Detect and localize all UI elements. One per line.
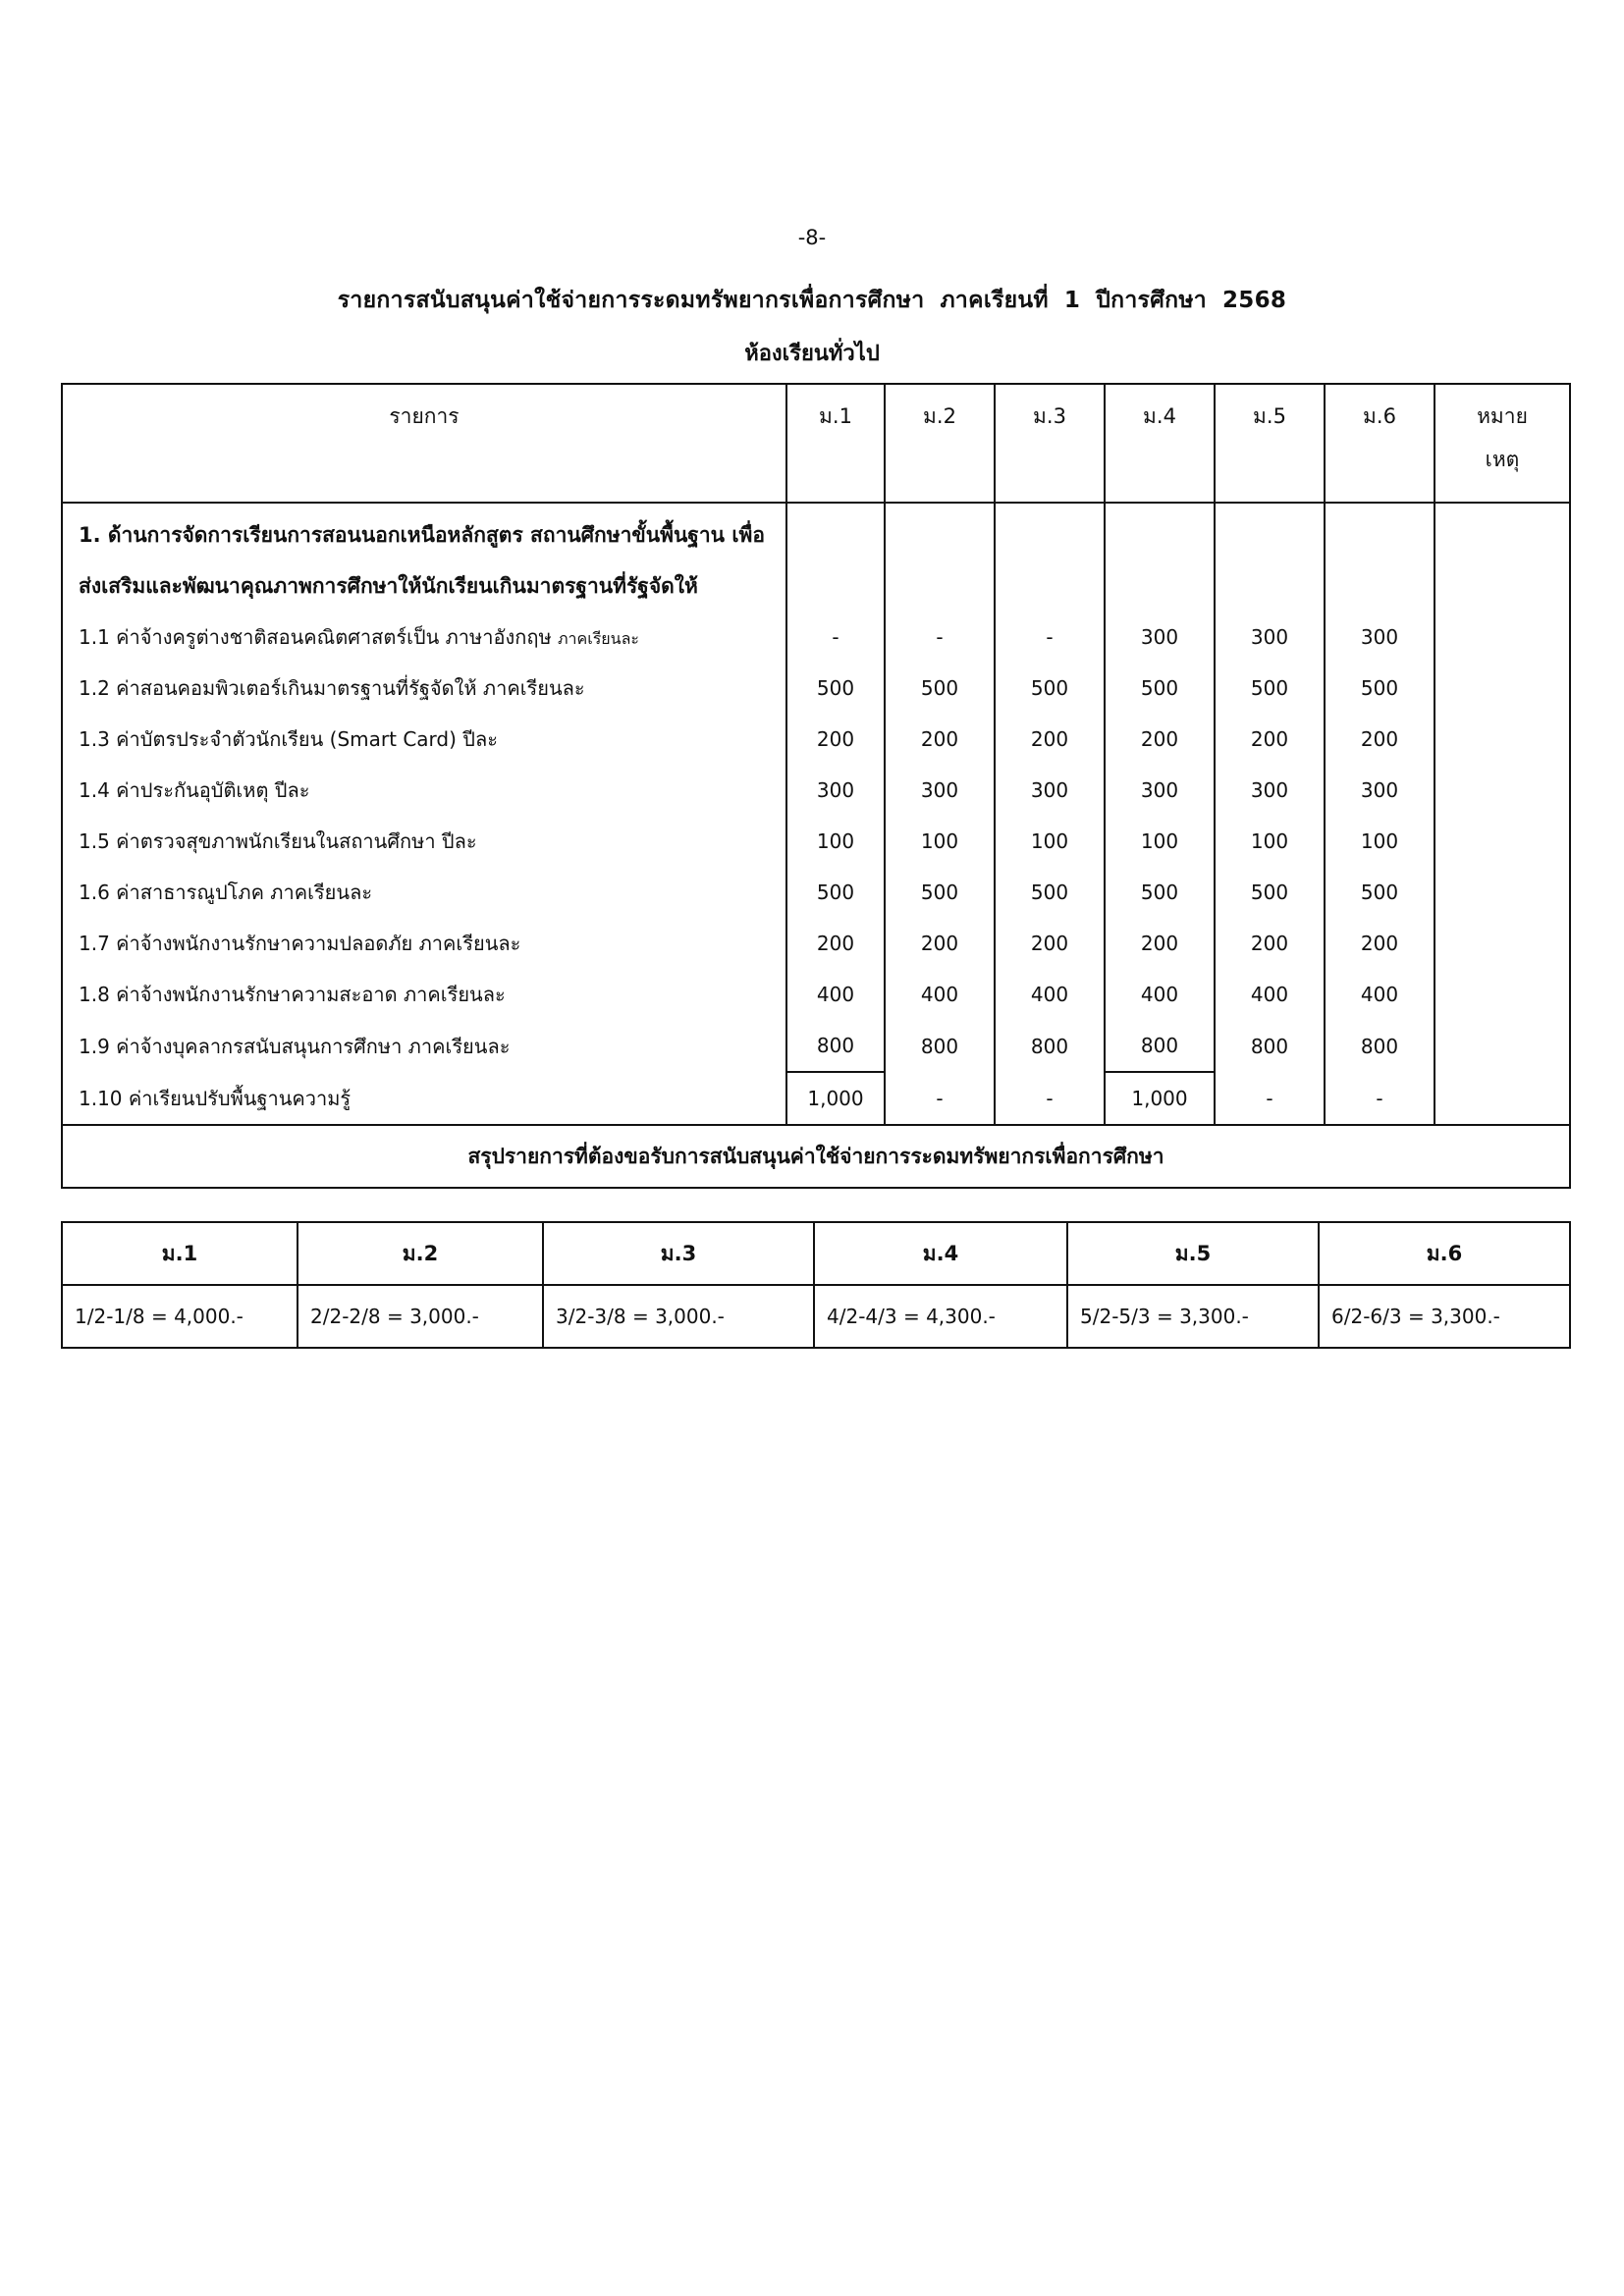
row-label: 1.9 ค่าจ้างบุคลากรสนับสนุนการศึกษา ภาคเรียนละ bbox=[62, 1020, 786, 1072]
cell-m3: 200 bbox=[995, 714, 1105, 765]
cell-m1: 400 bbox=[786, 969, 885, 1020]
cell-m6: 400 bbox=[1325, 969, 1435, 1020]
cell-m3: - bbox=[995, 1072, 1105, 1125]
cell-m2: - bbox=[885, 612, 995, 663]
cell-m5: 500 bbox=[1215, 867, 1325, 918]
summary-value-row bbox=[62, 1285, 1570, 1348]
cell-m1: 100 bbox=[786, 816, 885, 867]
table-row bbox=[62, 969, 1570, 1020]
cell-m1: 200 bbox=[786, 918, 885, 969]
cell-m1: - bbox=[786, 612, 885, 663]
cell-m3: 200 bbox=[995, 918, 1105, 969]
summary-header-m6: ม.6 bbox=[1319, 1222, 1570, 1285]
cell-m4: 800 bbox=[1105, 1020, 1215, 1072]
cell-note bbox=[1435, 969, 1570, 1020]
page-number: -8- bbox=[797, 226, 827, 249]
table-row bbox=[62, 867, 1570, 918]
row-label: 1.3 ค่าบัตรประจำตัวนักเรียน (Smart Card) ปีละ bbox=[62, 714, 786, 765]
cell-m1: 500 bbox=[786, 867, 885, 918]
cell-m1: 500 bbox=[786, 663, 885, 714]
row-label-small: ภาคเรียนละ bbox=[558, 629, 640, 648]
cell-m3: - bbox=[995, 612, 1105, 663]
cell-m1: 1,000 bbox=[786, 1072, 885, 1125]
section-heading-row bbox=[62, 503, 1570, 612]
cell-m2: 200 bbox=[885, 918, 995, 969]
cell-m4: 1,000 bbox=[1105, 1072, 1215, 1125]
cell-m6: 300 bbox=[1325, 612, 1435, 663]
title-semester-label: ภาคเรียนที่ bbox=[940, 288, 1049, 313]
title-main: รายการสนับสนุนค่าใช้จ่ายการระดมทรัพยากรเพื่อการศึกษา bbox=[337, 288, 925, 313]
cell-note bbox=[1435, 1020, 1570, 1072]
summary-header-m4: ม.4 bbox=[814, 1222, 1067, 1285]
cell-note bbox=[1435, 765, 1570, 816]
row-label: 1.6 ค่าสาธารณูปโภค ภาคเรียนละ bbox=[62, 867, 786, 918]
cell-note bbox=[1435, 1072, 1570, 1125]
cell-m5: 300 bbox=[1215, 765, 1325, 816]
table-row bbox=[62, 1072, 1570, 1125]
cell-m5: 100 bbox=[1215, 816, 1325, 867]
header-m6: ม.6 bbox=[1325, 384, 1435, 503]
document-title bbox=[0, 283, 1624, 318]
cell-m2: 500 bbox=[885, 663, 995, 714]
cell-note bbox=[1435, 867, 1570, 918]
summary-value-m4: 4/2-4/3 = 4,300.- bbox=[814, 1285, 1067, 1348]
summary-header-row bbox=[62, 1222, 1570, 1285]
cell-m6: 500 bbox=[1325, 867, 1435, 918]
cell-m6: 500 bbox=[1325, 663, 1435, 714]
cell-m5: - bbox=[1215, 1072, 1325, 1125]
header-note-line1: หมาย bbox=[1477, 404, 1528, 428]
cell-note bbox=[1435, 918, 1570, 969]
cell-m5: 500 bbox=[1215, 663, 1325, 714]
cell-m1: 200 bbox=[786, 714, 885, 765]
document-subtitle: ห้องเรียนทั่วไป bbox=[744, 342, 880, 366]
cell-m1: 800 bbox=[786, 1020, 885, 1072]
cell-m2: 500 bbox=[885, 867, 995, 918]
header-m4: ม.4 bbox=[1105, 384, 1215, 503]
section-heading-cell bbox=[62, 503, 786, 612]
table-row bbox=[62, 612, 1570, 663]
section-heading: 1. ด้านการจัดการเรียนการสอนนอกเหนือหลักสูตร สถานศึกษาขั้นพื้นฐาน เพื่อส่งเสริมและพัฒนาคุณภาพการศึกษาให้นักเรียนเกินมาตรฐานที่รัฐจัดให้ bbox=[79, 523, 765, 598]
title-year: 2568 bbox=[1222, 288, 1287, 313]
cell-m4: 500 bbox=[1105, 867, 1215, 918]
cell-m4: 200 bbox=[1105, 918, 1215, 969]
cell-m2: 400 bbox=[885, 969, 995, 1020]
summary-title-row bbox=[62, 1125, 1570, 1188]
summary-value-m6: 6/2-6/3 = 3,300.- bbox=[1319, 1285, 1570, 1348]
cell-m4: 200 bbox=[1105, 714, 1215, 765]
cell-m6: 200 bbox=[1325, 714, 1435, 765]
summary-header-m3: ม.3 bbox=[543, 1222, 814, 1285]
title-year-label: ปีการศึกษา bbox=[1096, 288, 1207, 313]
cell-m5: 400 bbox=[1215, 969, 1325, 1020]
table-row bbox=[62, 918, 1570, 969]
header-m1: ม.1 bbox=[786, 384, 885, 503]
table-row bbox=[62, 663, 1570, 714]
title-semester-number: 1 bbox=[1063, 288, 1081, 313]
cell-m1: 300 bbox=[786, 765, 885, 816]
header-m2: ม.2 bbox=[885, 384, 995, 503]
cell-m3: 400 bbox=[995, 969, 1105, 1020]
cell-note bbox=[1435, 612, 1570, 663]
cell-m3: 500 bbox=[995, 663, 1105, 714]
summary-title: สรุปรายการที่ต้องขอรับการสนับสนุนค่าใช้จ่ายการระดมทรัพยากรเพื่อการศึกษา bbox=[62, 1125, 1570, 1188]
row-label: 1.8 ค่าจ้างพนักงานรักษาความสะอาด ภาคเรียนละ bbox=[62, 969, 786, 1020]
cell-m2: 300 bbox=[885, 765, 995, 816]
cell-m5: 300 bbox=[1215, 612, 1325, 663]
cell-m6: 300 bbox=[1325, 765, 1435, 816]
cell-m2: - bbox=[885, 1072, 995, 1125]
cell-m3: 300 bbox=[995, 765, 1105, 816]
cell-m4: 300 bbox=[1105, 612, 1215, 663]
cell-m4: 500 bbox=[1105, 663, 1215, 714]
summary-value-m3: 3/2-3/8 = 3,000.- bbox=[543, 1285, 814, 1348]
header-note-line2: เหตุ bbox=[1485, 448, 1520, 471]
cell-m3: 800 bbox=[995, 1020, 1105, 1072]
cell-m4: 400 bbox=[1105, 969, 1215, 1020]
cell-m3: 500 bbox=[995, 867, 1105, 918]
summary-value-m1: 1/2-1/8 = 4,000.- bbox=[62, 1285, 298, 1348]
cell-note bbox=[1435, 663, 1570, 714]
row-label: 1.10 ค่าเรียนปรับพื้นฐานความรู้ bbox=[62, 1072, 786, 1125]
cell-m6: 200 bbox=[1325, 918, 1435, 969]
header-note bbox=[1435, 384, 1570, 503]
cell-note bbox=[1435, 714, 1570, 765]
summary-header-m2: ม.2 bbox=[298, 1222, 543, 1285]
cell-m2: 200 bbox=[885, 714, 995, 765]
fees-table bbox=[61, 383, 1571, 1189]
row-label: 1.2 ค่าสอนคอมพิวเตอร์เกินมาตรฐานที่รัฐจัดให้ ภาคเรียนละ bbox=[62, 663, 786, 714]
cell-m4: 100 bbox=[1105, 816, 1215, 867]
table-header-row bbox=[62, 384, 1570, 503]
row-label: 1.1 ค่าจ้างครูต่างชาติสอนคณิตศาสตร์เป็น ภาษาอังกฤษ ภาคเรียนละ bbox=[62, 612, 786, 663]
summary-value-m2: 2/2-2/8 = 3,000.- bbox=[298, 1285, 543, 1348]
cell-m6: - bbox=[1325, 1072, 1435, 1125]
summary-table bbox=[61, 1221, 1571, 1349]
summary-header-m1: ม.1 bbox=[62, 1222, 298, 1285]
cell-m5: 200 bbox=[1215, 918, 1325, 969]
row-label: 1.5 ค่าตรวจสุขภาพนักเรียนในสถานศึกษา ปีละ bbox=[62, 816, 786, 867]
cell-m3: 100 bbox=[995, 816, 1105, 867]
table-row bbox=[62, 1020, 1570, 1072]
cell-note bbox=[1435, 816, 1570, 867]
cell-m6: 800 bbox=[1325, 1020, 1435, 1072]
cell-m4: 300 bbox=[1105, 765, 1215, 816]
cell-m2: 100 bbox=[885, 816, 995, 867]
row-label: 1.4 ค่าประกันอุบัติเหตุ ปีละ bbox=[62, 765, 786, 816]
header-m5: ม.5 bbox=[1215, 384, 1325, 503]
summary-value-m5: 5/2-5/3 = 3,300.- bbox=[1067, 1285, 1319, 1348]
summary-header-m5: ม.5 bbox=[1067, 1222, 1319, 1285]
cell-m2: 800 bbox=[885, 1020, 995, 1072]
table-row bbox=[62, 816, 1570, 867]
cell-m6: 100 bbox=[1325, 816, 1435, 867]
header-item: รายการ bbox=[62, 384, 786, 503]
cell-m5: 800 bbox=[1215, 1020, 1325, 1072]
table-row bbox=[62, 714, 1570, 765]
header-m3: ม.3 bbox=[995, 384, 1105, 503]
table-row bbox=[62, 765, 1570, 816]
row-label: 1.7 ค่าจ้างพนักงานรักษาความปลอดภัย ภาคเรียนละ bbox=[62, 918, 786, 969]
cell-m5: 200 bbox=[1215, 714, 1325, 765]
